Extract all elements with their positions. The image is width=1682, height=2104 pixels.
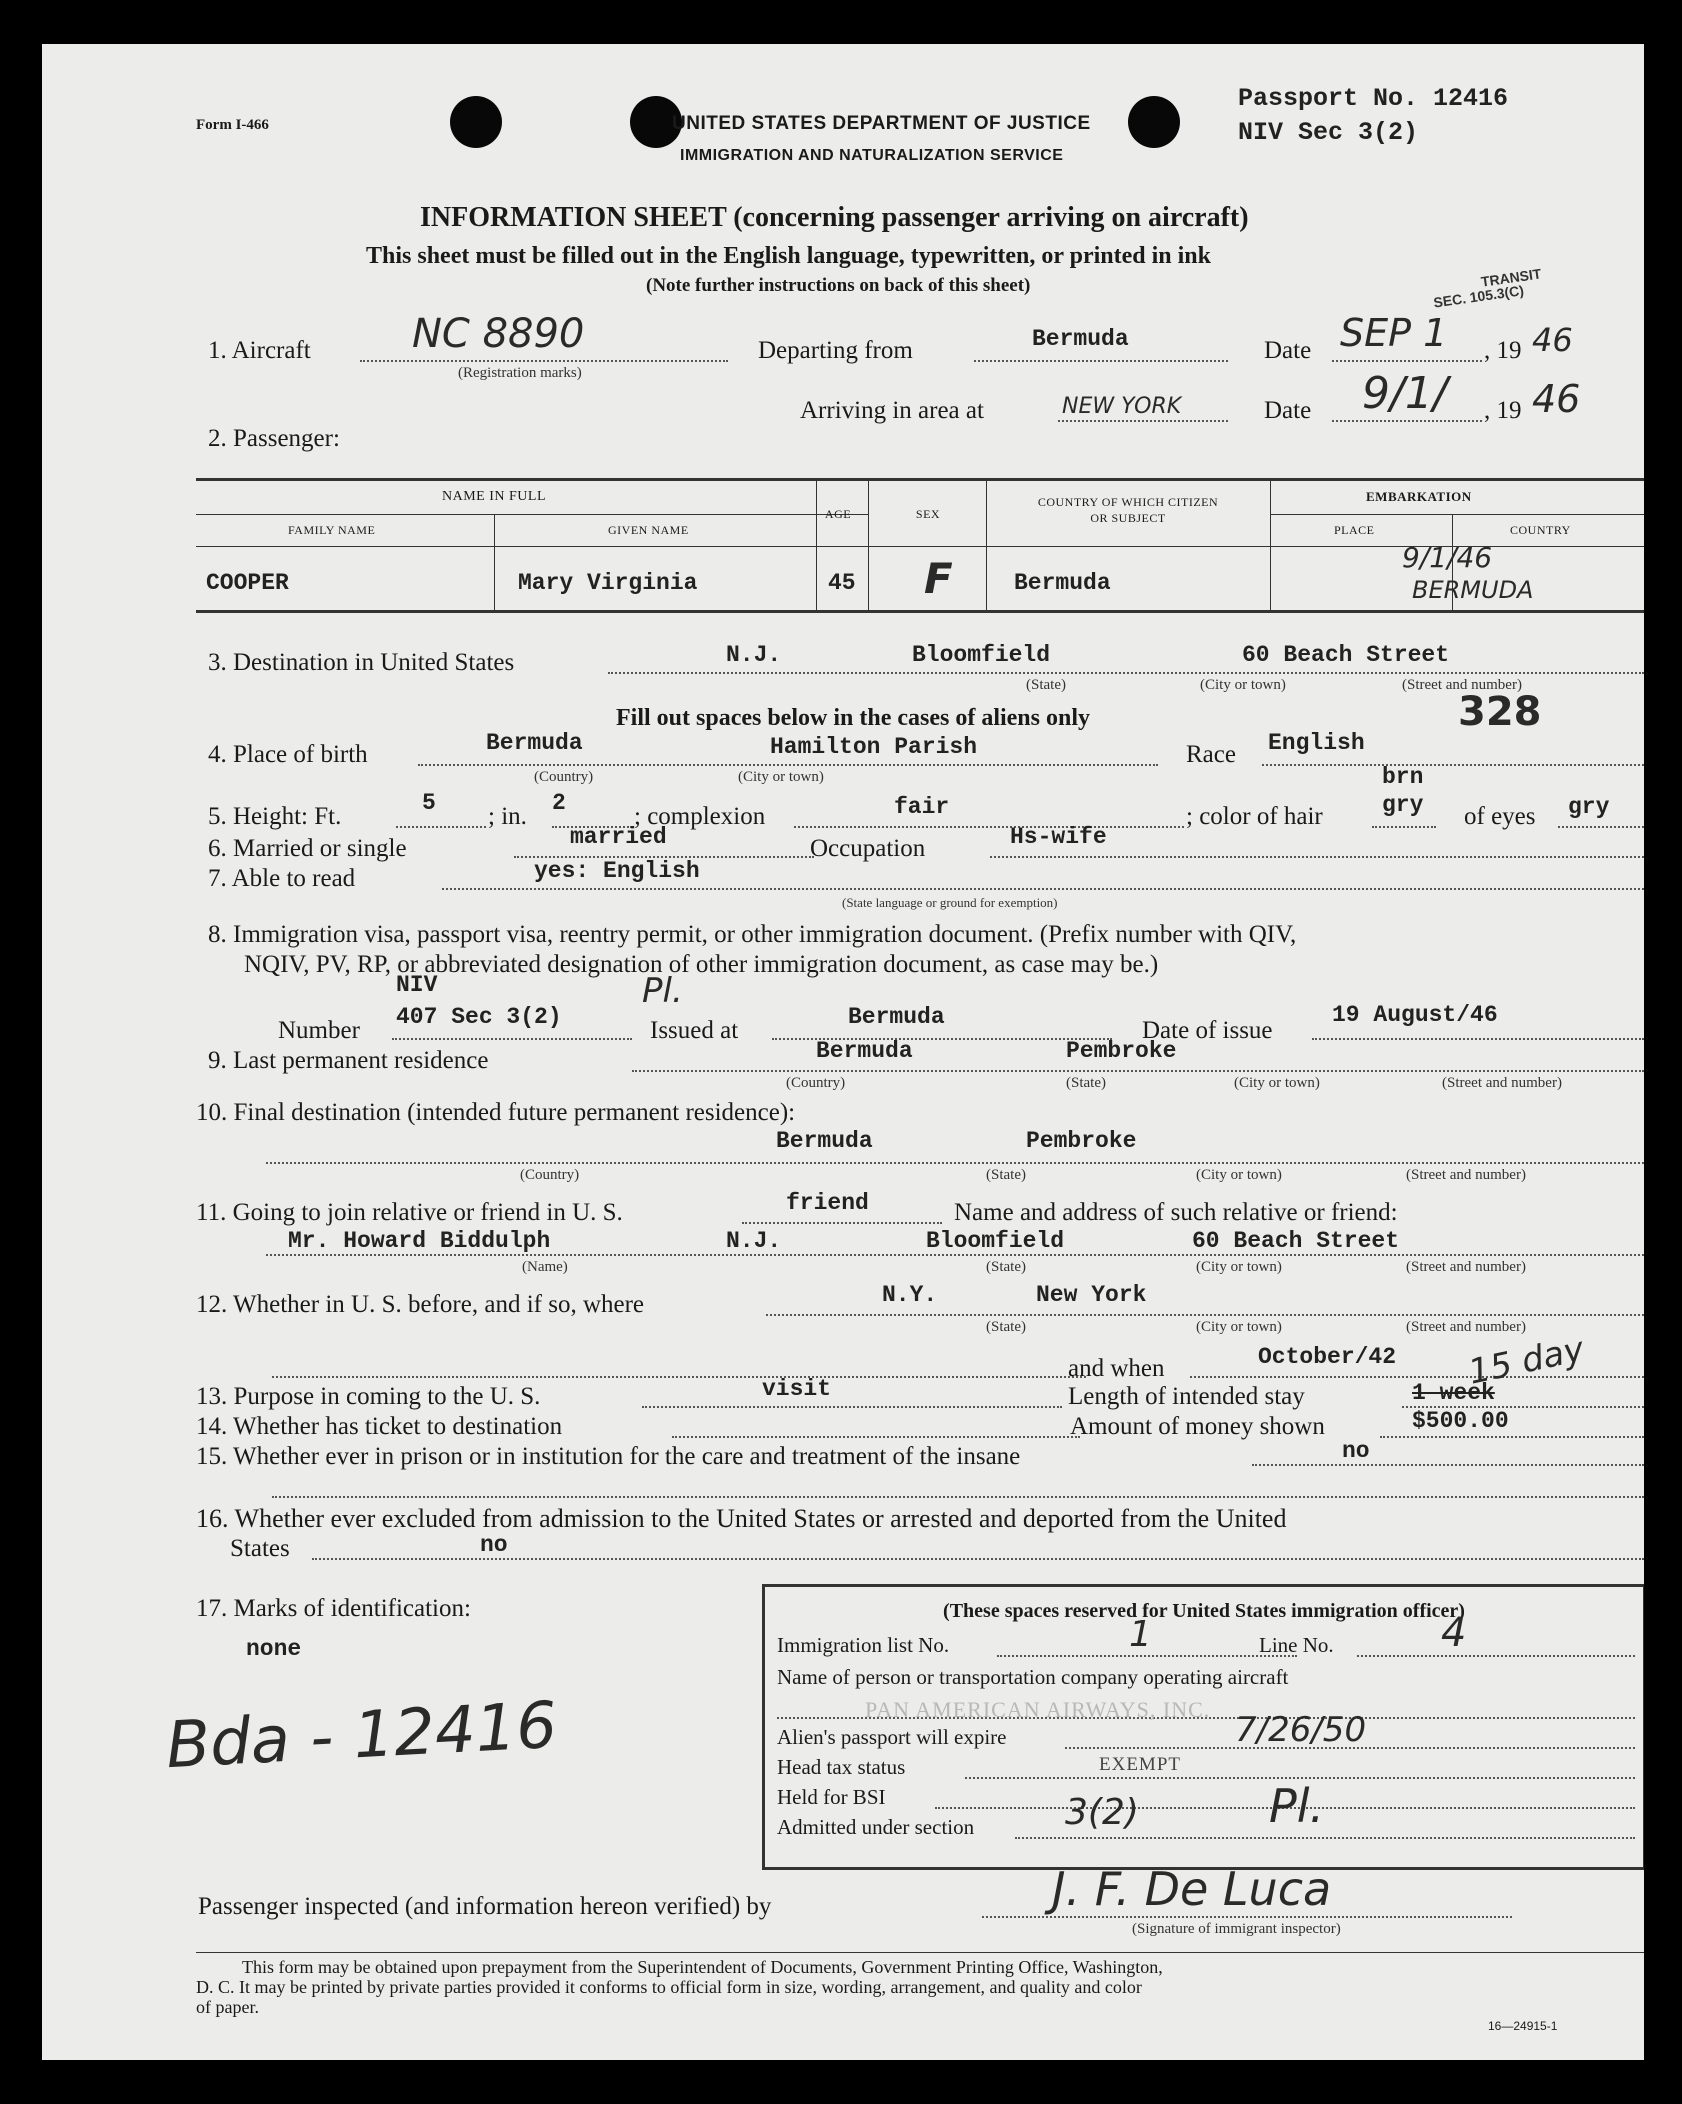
height-ft-line bbox=[396, 826, 486, 828]
visa-number-value[interactable]: 407 Sec 3(2) bbox=[396, 1004, 562, 1030]
line-line bbox=[1357, 1655, 1635, 1657]
before-cap-city: (City or town) bbox=[1196, 1319, 1282, 1335]
when-value[interactable]: October/42 bbox=[1258, 1344, 1397, 1370]
birth-cap-country: (Country) bbox=[534, 769, 594, 785]
purpose-value[interactable]: visit bbox=[762, 1376, 832, 1402]
arriving-line bbox=[1058, 420, 1228, 422]
read-line bbox=[442, 888, 1644, 890]
inspector-signature[interactable]: J. F. De Luca bbox=[1052, 1862, 1332, 1916]
before-extra-line bbox=[272, 1376, 1086, 1378]
race-value[interactable]: English bbox=[1268, 730, 1365, 756]
excluded-line-2: States bbox=[230, 1535, 290, 1562]
joining-address-line bbox=[266, 1254, 1644, 1256]
height-in-label: ; in. bbox=[488, 803, 527, 830]
before-cap-state: (State) bbox=[986, 1319, 1026, 1335]
form-page bbox=[42, 44, 1644, 2060]
prison-line bbox=[1252, 1464, 1644, 1466]
family-name-value[interactable]: COOPER bbox=[206, 570, 289, 596]
married-label: 6. Married or single bbox=[208, 835, 407, 862]
age-value[interactable]: 45 bbox=[828, 570, 856, 596]
header-family-name: FAMILY NAME bbox=[288, 523, 376, 537]
header-citizen-2: OR SUBJECT bbox=[1090, 511, 1166, 525]
arrival-year-prefix: , 19 bbox=[1484, 397, 1522, 424]
joining-line bbox=[742, 1222, 942, 1224]
form-note: (Note further instructions on back of this sheet) bbox=[646, 275, 1031, 296]
destination-cap-city: (City or town) bbox=[1200, 677, 1286, 693]
last-res-line bbox=[632, 1070, 1644, 1072]
bsi-label: Held for BSI bbox=[777, 1785, 886, 1809]
final-dest-country[interactable]: Bermuda bbox=[776, 1128, 873, 1154]
joining-address-label: Name and address of such relative or friend: bbox=[954, 1199, 1398, 1226]
arrival-date-label: Date bbox=[1264, 397, 1312, 424]
birth-city[interactable]: Hamilton Parish bbox=[770, 734, 978, 760]
friend-cap-street: (Street and number) bbox=[1406, 1259, 1526, 1275]
stay-typed[interactable]: 1 week bbox=[1412, 1380, 1495, 1406]
complexion-line bbox=[794, 826, 1184, 828]
destination-state[interactable]: N.J. bbox=[726, 642, 782, 668]
friend-name[interactable]: Mr. Howard Biddulph bbox=[288, 1228, 551, 1254]
aircraft-label: 1. Aircraft bbox=[208, 337, 311, 364]
excluded-line bbox=[312, 1558, 1644, 1560]
departing-line bbox=[974, 360, 1228, 362]
section-line bbox=[1015, 1837, 1635, 1839]
punch-hole-left bbox=[450, 96, 502, 148]
final-dest-line bbox=[266, 1162, 1644, 1164]
final-dest-cap-street: (Street and number) bbox=[1406, 1167, 1526, 1183]
hair-value-top[interactable]: brn bbox=[1382, 764, 1424, 790]
last-res-state[interactable]: Pembroke bbox=[1066, 1038, 1177, 1064]
header-country: COUNTRY bbox=[1510, 523, 1571, 537]
sex-value[interactable]: F bbox=[924, 554, 953, 603]
stay-hand[interactable]: 15 day bbox=[1465, 1329, 1588, 1393]
header-given-name: GIVEN NAME bbox=[608, 523, 689, 537]
arriving-label: Arriving in area at bbox=[800, 397, 984, 424]
list-line bbox=[997, 1655, 1297, 1657]
when-line bbox=[1190, 1376, 1644, 1378]
transit-stamp: TRANSIT SEC. 105.3(C) bbox=[1432, 265, 1543, 311]
marks-label: 17. Marks of identification: bbox=[196, 1595, 471, 1622]
final-dest-cap-state: (State) bbox=[986, 1167, 1026, 1183]
line-value[interactable]: 4 bbox=[1441, 1610, 1467, 1656]
inspected-label: Passenger inspected (and information hereon verified) by bbox=[198, 1893, 772, 1920]
visa-number-line bbox=[392, 1038, 632, 1040]
footer-rule bbox=[196, 1952, 1644, 1953]
eyes-label: of eyes bbox=[1464, 803, 1536, 830]
visa-number-label: Number bbox=[278, 1017, 360, 1044]
officer-box bbox=[762, 1584, 1644, 1870]
before-line bbox=[766, 1314, 1644, 1316]
embark-country-value[interactable]: BERMUDA bbox=[1412, 576, 1534, 604]
headtax-value[interactable]: EXEMPT bbox=[1099, 1754, 1181, 1775]
departure-year-value[interactable]: 46 bbox=[1532, 321, 1573, 359]
issue-date-label: Date of issue bbox=[1142, 1017, 1273, 1044]
footer-line-3: of paper. bbox=[196, 1997, 259, 2017]
issue-date-line bbox=[1312, 1038, 1644, 1040]
arriving-value[interactable]: NEW YORK bbox=[1062, 394, 1182, 419]
final-dest-cap-city: (City or town) bbox=[1196, 1167, 1282, 1183]
departure-date-line bbox=[1332, 360, 1482, 362]
given-name-value[interactable]: Mary Virginia bbox=[518, 570, 698, 596]
hair-label: ; color of hair bbox=[1186, 803, 1323, 830]
birth-cap-city: (City or town) bbox=[738, 769, 824, 785]
hair-line bbox=[1372, 826, 1436, 828]
read-value[interactable]: yes: English bbox=[534, 858, 700, 884]
destination-cap-street: (Street and number) bbox=[1402, 677, 1522, 693]
issue-date-value[interactable]: 19 August/46 bbox=[1332, 1002, 1498, 1028]
passport-expire-label: Alien's passport will expire bbox=[777, 1725, 1007, 1749]
occupation-label: Occupation bbox=[810, 835, 926, 862]
complexion-value[interactable]: fair bbox=[894, 794, 950, 820]
money-value[interactable]: $500.00 bbox=[1412, 1408, 1509, 1434]
header-citizen-1: COUNTRY OF WHICH CITIZEN bbox=[1037, 495, 1219, 509]
occupation-value[interactable]: Hs-wife bbox=[1010, 824, 1107, 850]
arrival-year-value[interactable]: 46 bbox=[1532, 377, 1581, 421]
section-initials[interactable]: Pl. bbox=[1269, 1779, 1325, 1833]
stay-label: Length of intended stay bbox=[1068, 1383, 1305, 1410]
eyes-line bbox=[1558, 826, 1644, 828]
destination-cap-state: (State) bbox=[1026, 677, 1066, 693]
friend-cap-city: (City or town) bbox=[1196, 1259, 1282, 1275]
ticket-label: 14. Whether has ticket to destination bbox=[196, 1413, 563, 1440]
passport-number: Passport No. 12416 bbox=[1238, 84, 1509, 113]
section-label: Admitted under section bbox=[777, 1815, 975, 1839]
height-in-value[interactable]: 2 bbox=[552, 790, 566, 816]
service-name: IMMIGRATION AND NATURALIZATION SERVICE bbox=[680, 147, 1064, 164]
headtax-label: Head tax status bbox=[777, 1755, 906, 1779]
race-label: Race bbox=[1186, 741, 1236, 768]
header-name-in-full: NAME IN FULL bbox=[442, 489, 546, 504]
citizen-value[interactable]: Bermuda bbox=[1014, 570, 1111, 596]
niv-section: NIV Sec 3(2) bbox=[1238, 118, 1419, 147]
joining-value[interactable]: friend bbox=[786, 1190, 869, 1216]
friend-state[interactable]: N.J. bbox=[726, 1228, 782, 1254]
ticket-line bbox=[672, 1436, 1080, 1438]
visa-number-prefix[interactable]: NIV bbox=[396, 972, 438, 998]
eyes-value[interactable]: gry bbox=[1568, 794, 1610, 820]
money-label: Amount of money shown bbox=[1070, 1413, 1325, 1440]
section-value[interactable]: 3(2) bbox=[1065, 1792, 1139, 1833]
aliens-heading: Fill out spaces below in the cases of aliens only bbox=[616, 705, 1091, 731]
company-value[interactable]: PAN AMERICAN AIRWAYS, INC. bbox=[865, 1697, 1211, 1722]
arrival-date-line bbox=[1332, 420, 1482, 422]
prison-value[interactable]: no bbox=[1342, 1438, 1370, 1464]
footer-line-1: This form may be obtained upon prepayment from the Superintendent of Documents, Government Printing Office, Washington, bbox=[242, 1957, 1163, 1977]
marks-value[interactable]: none bbox=[246, 1636, 302, 1662]
issued-label: Issued at bbox=[650, 1017, 739, 1044]
read-label: 7. Able to read bbox=[208, 865, 356, 892]
purpose-label: 13. Purpose in coming to the U. S. bbox=[196, 1383, 541, 1410]
departing-value[interactable]: Bermuda bbox=[1032, 326, 1129, 352]
departure-year-prefix: , 19 bbox=[1484, 337, 1522, 364]
line-label: Line No. bbox=[1259, 1633, 1334, 1657]
punch-hole-right bbox=[1128, 96, 1180, 148]
visa-line-2: NQIV, PV, RP, or abbreviated designation of other immigration document, as case may be.) bbox=[244, 951, 1159, 978]
birth-country[interactable]: Bermuda bbox=[486, 730, 583, 756]
birth-label: 4. Place of birth bbox=[208, 741, 368, 768]
height-label: 5. Height: Ft. bbox=[208, 803, 342, 830]
list-label: Immigration list No. bbox=[777, 1633, 950, 1657]
issued-value[interactable]: Bermuda bbox=[848, 1004, 945, 1030]
final-dest-state[interactable]: Pembroke bbox=[1026, 1128, 1137, 1154]
officer-heading: (These spaces reserved for United States immigration officer) bbox=[943, 1600, 1465, 1622]
footer-line-2: D. C. It may be printed by private parties provided it conforms to official form in size, wording, arrangement, and quality and color bbox=[196, 1977, 1142, 1997]
visa-initials[interactable]: Pl. bbox=[642, 971, 683, 1011]
form-number: Form I-466 bbox=[196, 117, 269, 133]
friend-street[interactable]: 60 Beach Street bbox=[1192, 1228, 1400, 1254]
aircraft-line bbox=[360, 360, 728, 362]
arrival-date-value[interactable]: 9/1/ bbox=[1362, 368, 1448, 419]
company-label: Name of person or transportation company operating aircraft bbox=[777, 1665, 1289, 1689]
passenger-label: 2. Passenger: bbox=[208, 425, 340, 452]
final-dest-label: 10. Final destination (intended future permanent residence): bbox=[196, 1099, 796, 1126]
form-subtitle: This sheet must be filled out in the English language, typewritten, or printed in ink bbox=[366, 243, 1211, 269]
visa-line-1: 8. Immigration visa, passport visa, reentry permit, or other immigration document. (Prefix number with QIV, bbox=[208, 921, 1297, 948]
birth-line bbox=[418, 764, 1158, 766]
big-number: 328 bbox=[1458, 689, 1542, 735]
passport-expire-value[interactable]: 7/26/50 bbox=[1235, 1710, 1367, 1750]
race-line bbox=[1262, 764, 1644, 766]
friend-cap-state: (State) bbox=[986, 1259, 1026, 1275]
last-res-cap-state: (State) bbox=[1066, 1075, 1106, 1091]
header-age: AGE bbox=[824, 507, 852, 521]
before-cap-street: (Street and number) bbox=[1406, 1319, 1526, 1335]
header-place: PLACE bbox=[1334, 523, 1375, 537]
destination-street[interactable]: 60 Beach Street bbox=[1242, 642, 1450, 668]
list-value[interactable]: 1 bbox=[1129, 1614, 1152, 1655]
form-title: INFORMATION SHEET (concerning passenger arriving on aircraft) bbox=[420, 202, 1249, 233]
final-dest-cap-country: (Country) bbox=[520, 1167, 580, 1183]
header-sex: SEX bbox=[915, 507, 941, 521]
departing-label: Departing from bbox=[758, 337, 913, 364]
last-res-country[interactable]: Bermuda bbox=[816, 1038, 913, 1064]
departure-date-label: Date bbox=[1264, 337, 1312, 364]
purpose-line bbox=[642, 1406, 1062, 1408]
last-res-cap-country: (Country) bbox=[786, 1075, 846, 1091]
footer-code: 16—24915-1 bbox=[1488, 2019, 1558, 2033]
last-res-cap-street: (Street and number) bbox=[1442, 1075, 1562, 1091]
excluded-value[interactable]: no bbox=[480, 1532, 508, 1558]
prison-extra-line bbox=[272, 1496, 1644, 1498]
friend-cap-name: (Name) bbox=[522, 1259, 568, 1275]
destination-line bbox=[608, 672, 1644, 674]
complexion-label: ; complexion bbox=[634, 803, 766, 830]
friend-city[interactable]: Bloomfield bbox=[926, 1228, 1065, 1254]
last-res-label: 9. Last permanent residence bbox=[208, 1047, 489, 1074]
embark-place-value[interactable]: 9/1/46 bbox=[1402, 541, 1493, 574]
money-line bbox=[1380, 1436, 1644, 1438]
signature-line bbox=[982, 1916, 1512, 1918]
hair-value[interactable]: gry bbox=[1382, 792, 1424, 818]
read-caption: (State language or ground for exemption) bbox=[842, 895, 1058, 910]
when-label: and when bbox=[1068, 1355, 1165, 1382]
excluded-line-1: 16. Whether ever excluded from admission to the United States or arrested and deported from the United bbox=[196, 1504, 1287, 1533]
before-state[interactable]: N.Y. bbox=[882, 1282, 938, 1308]
signature-caption: (Signature of immigrant inspector) bbox=[1132, 1921, 1341, 1937]
before-city[interactable]: New York bbox=[1036, 1282, 1147, 1308]
last-res-cap-city: (City or town) bbox=[1234, 1075, 1320, 1091]
married-value[interactable]: married bbox=[570, 824, 667, 850]
joining-label: 11. Going to join relative or friend in U. S. bbox=[196, 1199, 623, 1226]
destination-label: 3. Destination in United States bbox=[208, 649, 515, 676]
departure-date-value[interactable]: SEP 1 bbox=[1340, 311, 1448, 355]
before-label: 12. Whether in U. S. before, and if so, where bbox=[196, 1291, 645, 1318]
aircraft-registration[interactable]: NC 8890 bbox=[412, 311, 585, 357]
registration-caption: (Registration marks) bbox=[458, 365, 582, 381]
destination-city[interactable]: Bloomfield bbox=[912, 642, 1051, 668]
height-ft-value[interactable]: 5 bbox=[422, 790, 436, 816]
marks-hand-note: Bda - 12416 bbox=[164, 1688, 559, 1784]
department-name: UNITED STATES DEPARTMENT OF JUSTICE bbox=[672, 113, 1091, 134]
occupation-line bbox=[990, 856, 1644, 858]
prison-label: 15. Whether ever in prison or in institution for the care and treatment of the insane bbox=[196, 1443, 1021, 1470]
header-embarkation: EMBARKATION bbox=[1366, 489, 1472, 504]
